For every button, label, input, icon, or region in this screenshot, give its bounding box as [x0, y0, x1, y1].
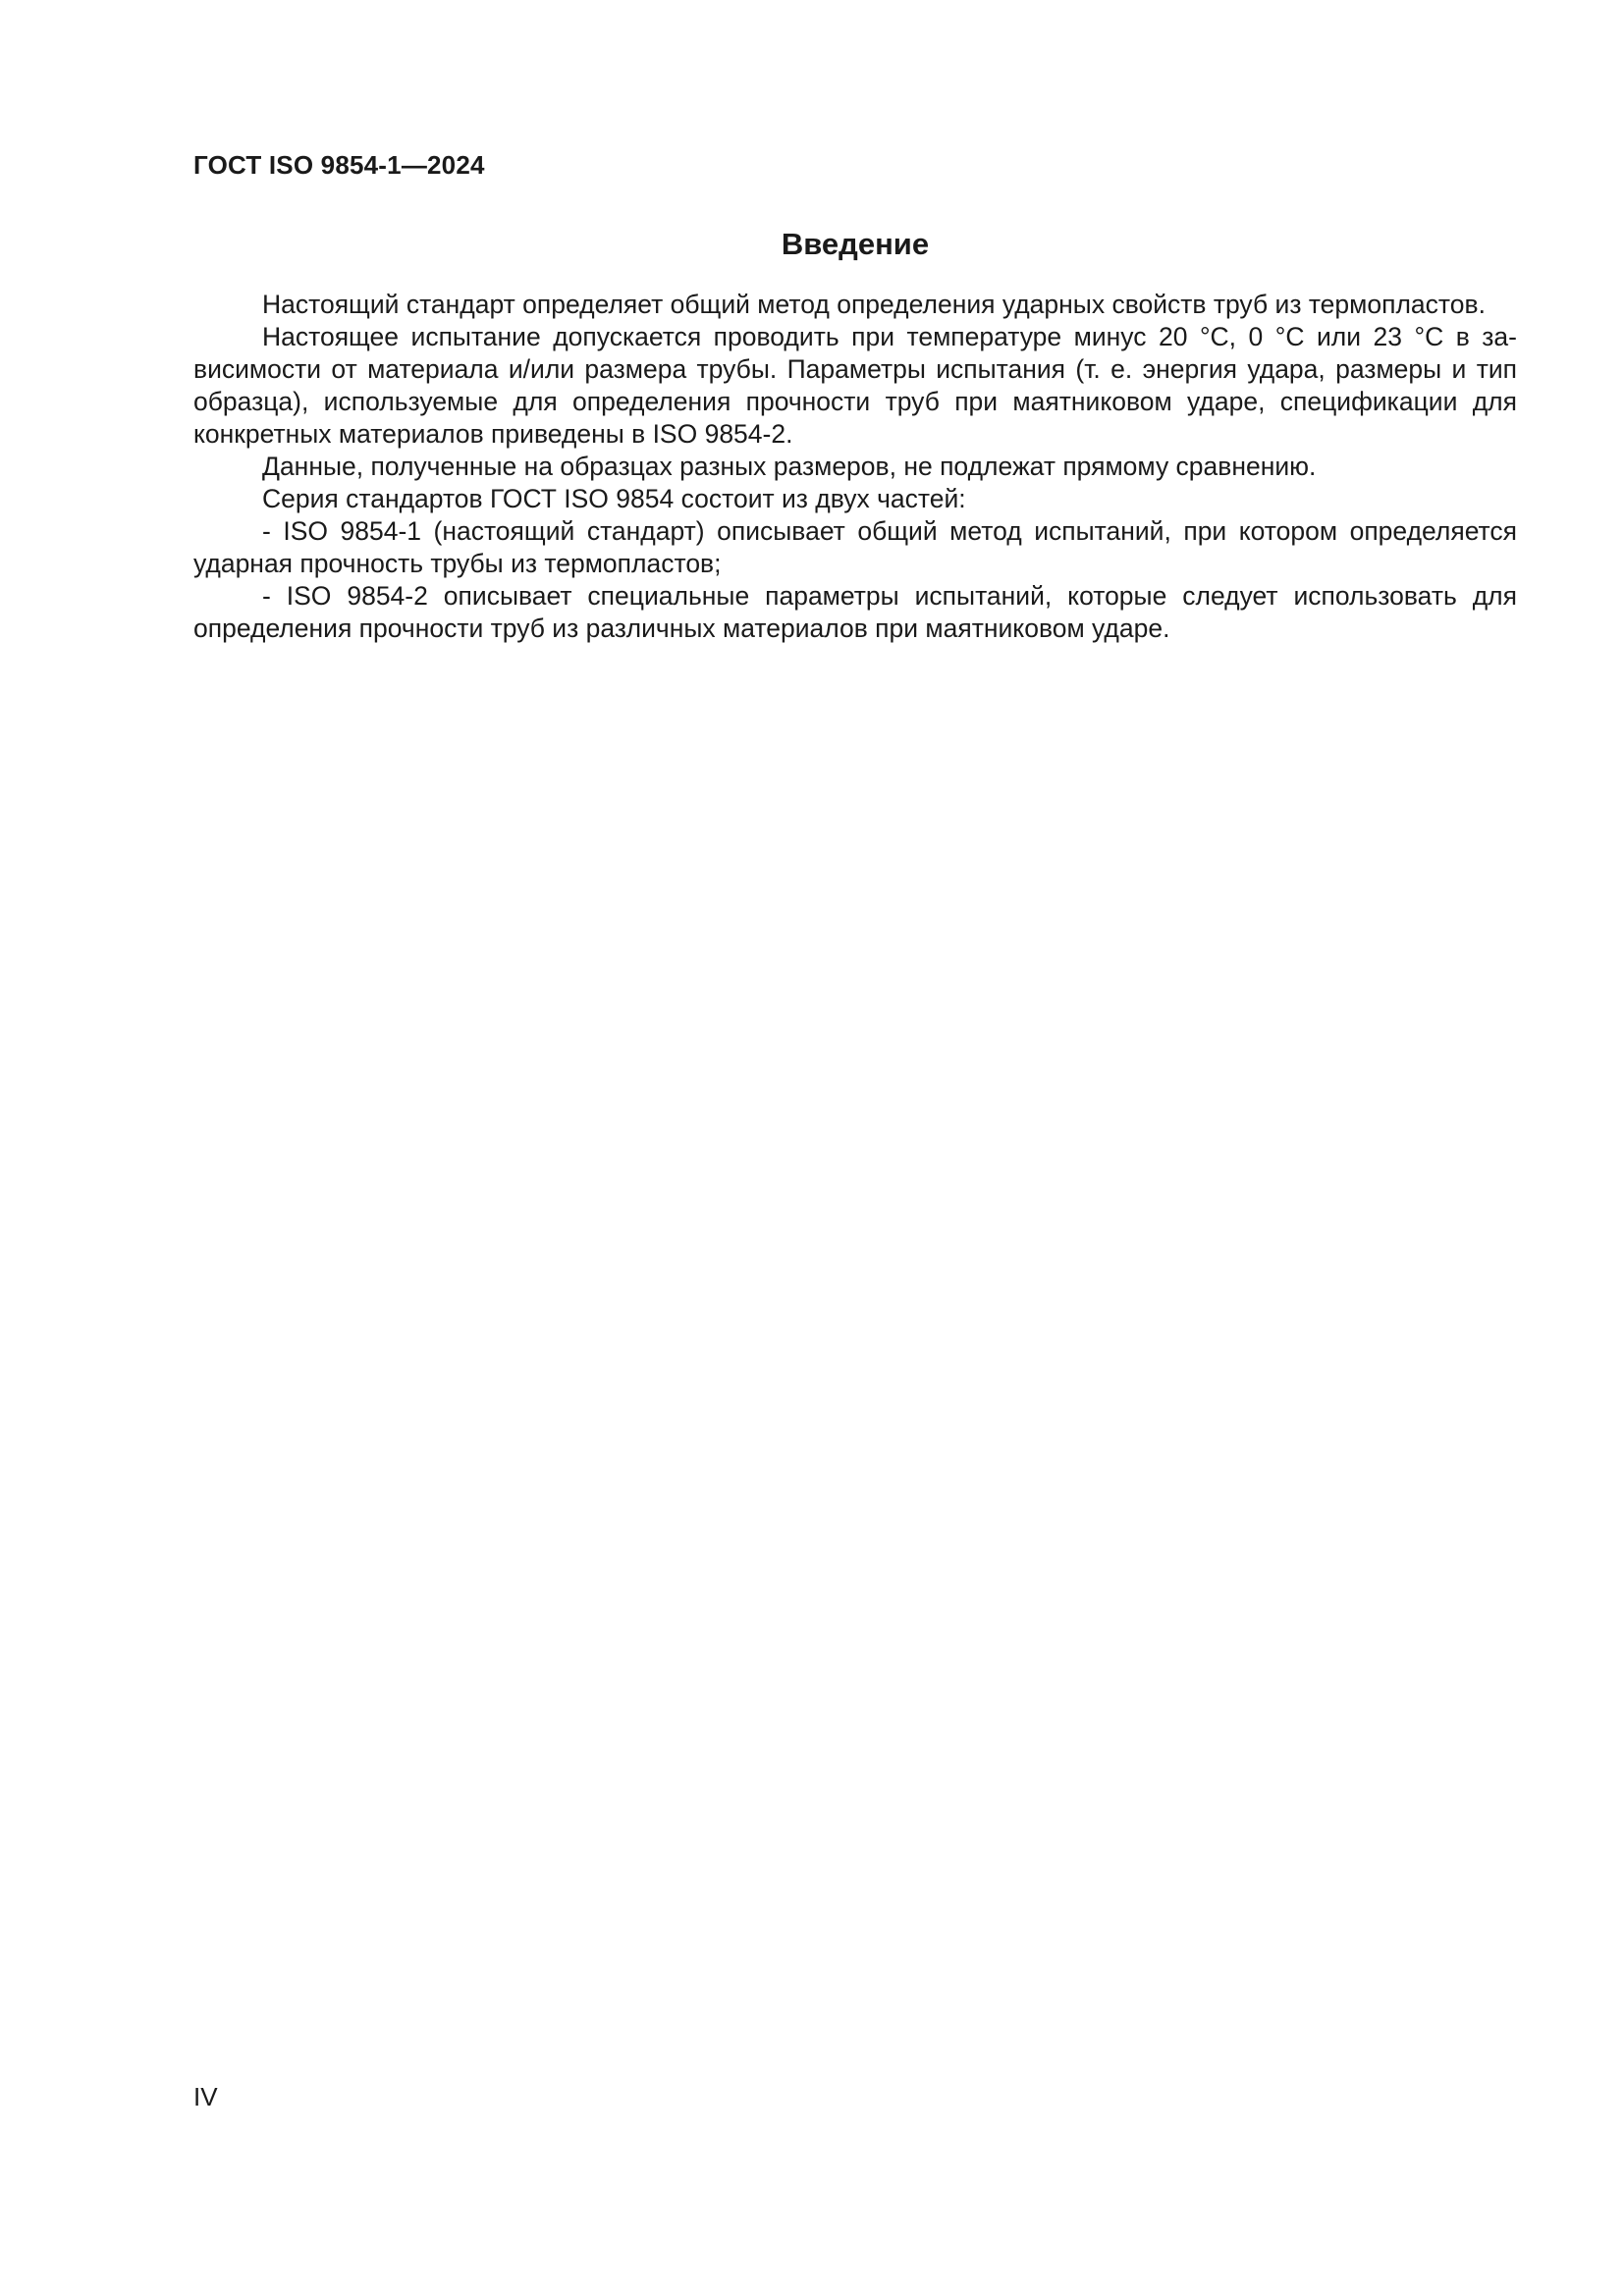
paragraph: Настоящий стандарт определяет общий метод определения ударных свойств труб из термопластов.: [262, 290, 1486, 319]
document-header: ГОСТ ISO 9854-1—2024: [193, 150, 485, 180]
page-number: IV: [193, 2082, 218, 2111]
paragraph: Данные, полученные на образцах разных размеров, не подлежат прямому сравнению.: [262, 452, 1317, 481]
list-item: - ISO 9854-1 (настоящий стандарт) описывает общий метод испытаний, при котором определяется ударная прочность трубы из термопластов;: [193, 516, 1517, 578]
list-item: - ISO 9854-2 описывает специальные параметры испытаний, которые следует использовать для определения прочности труб из различных материалов при маятниковом ударе.: [193, 581, 1517, 643]
paragraph: Серия стандартов ГОСТ ISO 9854 состоит из двух частей:: [262, 484, 966, 513]
body-text: [193, 289, 1517, 645]
section-title: Введение: [781, 227, 930, 261]
paragraph: Настоящее испытание допускается проводить при температуре минус 20 °С, 0 °С или 23 °С в зависимости от материала и/или размера трубы. Параметры испытания (т. е. энергия удара, размеры и тип образца), используемые для определения прочности труб при маятниковом ударе, спецификации для конкретных материалов приведены в ISO 9854-2.: [193, 322, 1517, 449]
